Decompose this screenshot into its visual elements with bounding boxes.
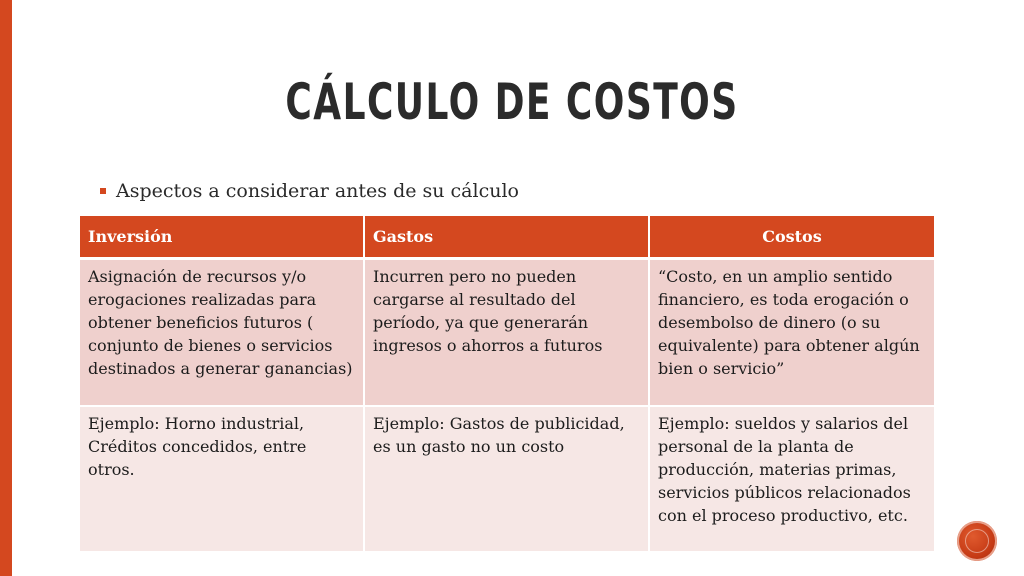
- bullet-item: [100, 180, 519, 202]
- square-bullet-icon: [100, 188, 106, 194]
- header-inversion: Inversión: [80, 216, 364, 258]
- cell-gastos-example: Ejemplo: Gastos de publicidad, es un gasto no un costo: [364, 406, 649, 552]
- slide-title: CÁLCULO DE COSTOS: [285, 73, 739, 131]
- accent-side-bar: [0, 0, 12, 576]
- cell-inversion-definition: Asignación de recursos y/o erogaciones realizadas para obtener beneficios futuros ( conjunto de bienes o servicios destinados a generar ganancias): [80, 258, 364, 406]
- logo-inner-ring: [965, 529, 989, 553]
- table-row: [80, 406, 934, 552]
- header-gastos: Gastos: [364, 216, 649, 258]
- table-header-row: [80, 216, 934, 258]
- cell-gastos-definition: Incurren pero no pueden cargarse al resultado del período, ya que generarán ingresos o ahorros a futuros: [364, 258, 649, 406]
- table-row: [80, 258, 934, 406]
- circle-logo-icon: [957, 521, 997, 561]
- cell-inversion-example: Ejemplo: Horno industrial, Créditos concedidos, entre otros.: [80, 406, 364, 552]
- header-costos: Costos: [649, 216, 934, 258]
- bullet-text: Aspectos a considerar antes de su cálculo: [116, 180, 519, 202]
- cost-concepts-table: [80, 216, 934, 553]
- cell-costos-definition: “Costo, en un amplio sentido financiero, es toda erogación o desembolso de dinero (o su equivalente) para obtener algún bien o servicio”: [649, 258, 934, 406]
- cell-costos-example: Ejemplo: sueldos y salarios del personal de la planta de producción, materias primas, servicios públicos relacionados con el proceso productivo, etc.: [649, 406, 934, 552]
